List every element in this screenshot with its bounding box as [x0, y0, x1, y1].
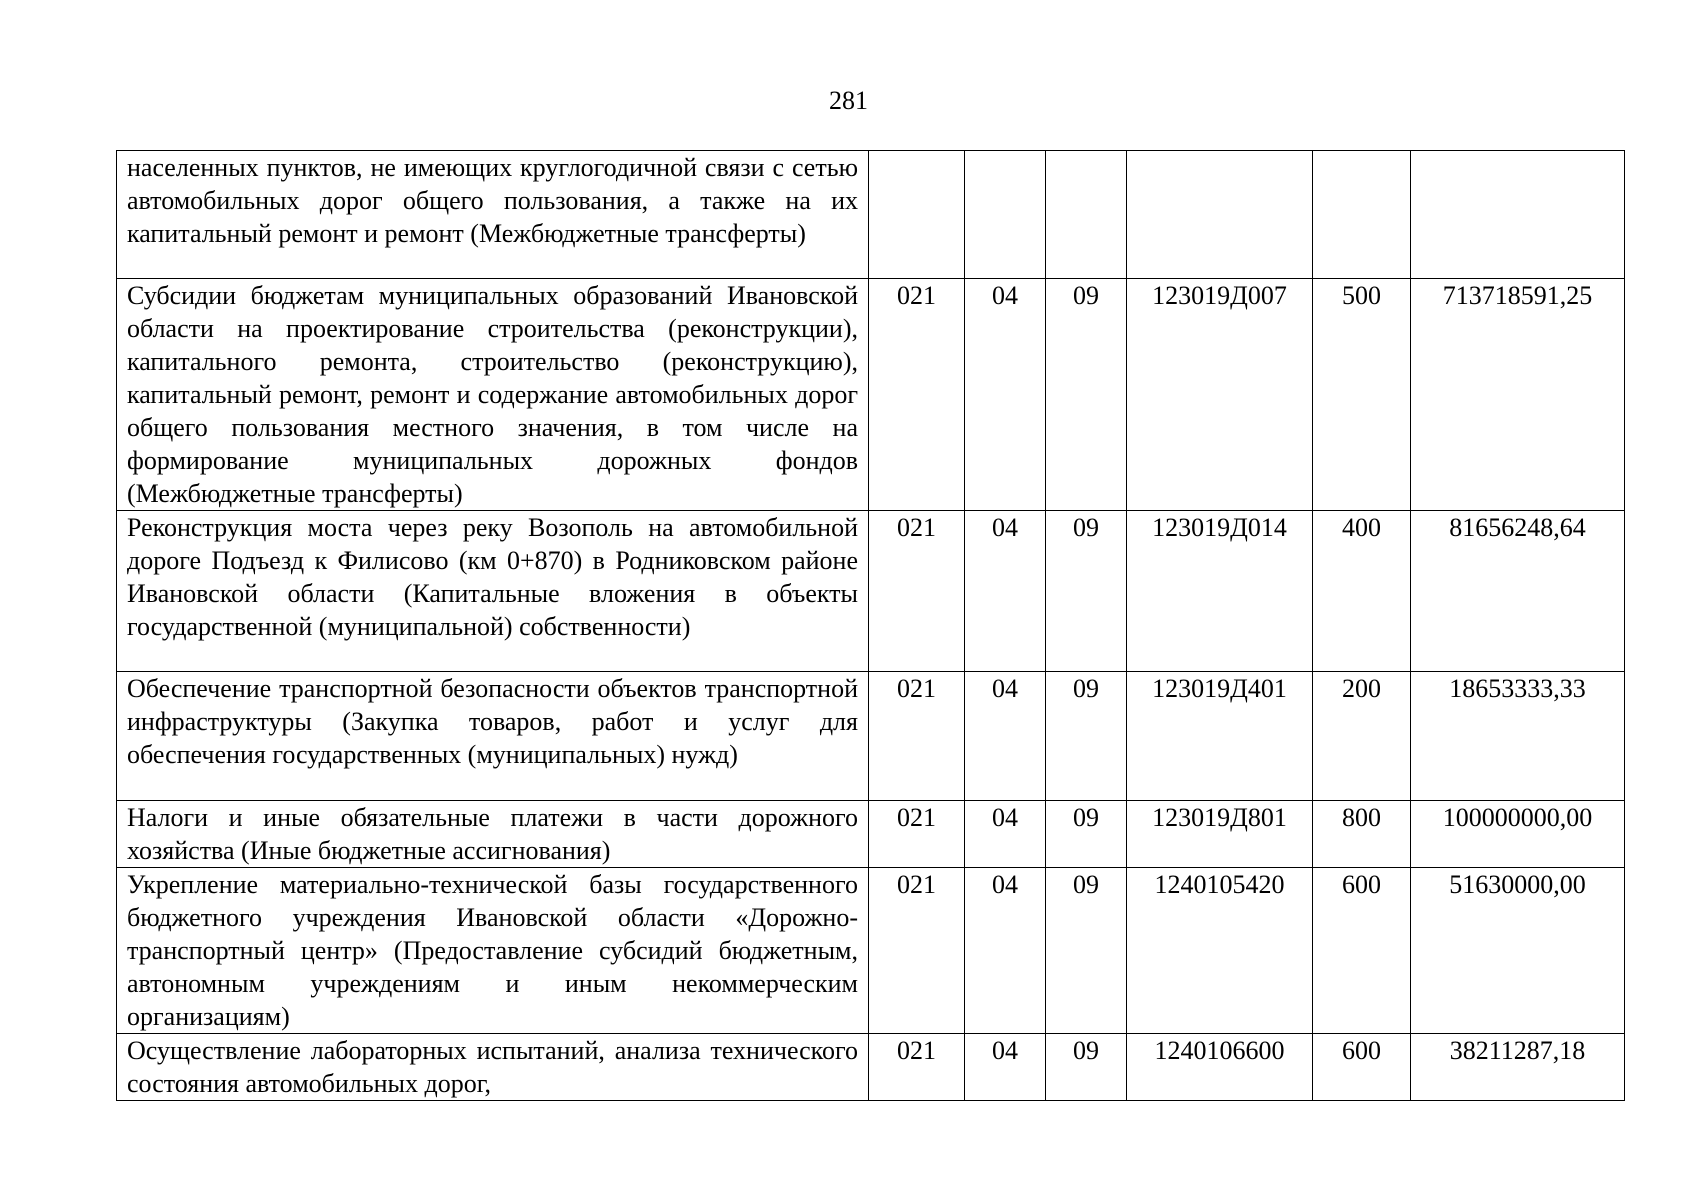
- row-section-code: 04: [965, 1034, 1046, 1101]
- row-section-code: 04: [965, 279, 1046, 511]
- row-expense-type-code: 500: [1313, 279, 1411, 511]
- row-target-article-code: 123019Д801: [1127, 801, 1313, 868]
- row-subsection-code: 09: [1046, 672, 1127, 801]
- table-row: [117, 1034, 1625, 1101]
- row-sum: 18653333,33: [1411, 672, 1625, 801]
- table-row: [117, 151, 1625, 279]
- page-number: 281: [829, 86, 868, 115]
- row-sum: 713718591,25: [1411, 279, 1625, 511]
- table-row: [117, 672, 1625, 801]
- table-row: [117, 279, 1625, 511]
- row-target-article-code: 1240106600: [1127, 1034, 1313, 1101]
- table-row: [117, 801, 1625, 868]
- row-subsection-code: [1046, 151, 1127, 279]
- row-ved-code: 021: [869, 1034, 965, 1101]
- row-sum: 38211287,18: [1411, 1034, 1625, 1101]
- row-subsection-code: 09: [1046, 1034, 1127, 1101]
- row-section-code: 04: [965, 672, 1046, 801]
- row-description: Реконструкция моста через реку Возополь на автомобильной дороге Подъезд к Филисово (км 0+870) в Родниковском районе Ивановской области (Капитальные вложения в объекты государственной (муниципальной) собственности): [117, 511, 869, 672]
- budget-table: [116, 150, 1625, 1101]
- row-subsection-code: 09: [1046, 511, 1127, 672]
- row-sum: 81656248,64: [1411, 511, 1625, 672]
- table-row: [117, 511, 1625, 672]
- row-expense-type-code: 600: [1313, 868, 1411, 1034]
- row-section-code: 04: [965, 511, 1046, 672]
- row-expense-type-code: 200: [1313, 672, 1411, 801]
- row-sum: 100000000,00: [1411, 801, 1625, 868]
- row-subsection-code: 09: [1046, 868, 1127, 1034]
- row-target-article-code: 123019Д007: [1127, 279, 1313, 511]
- row-description: Укрепление материально-технической базы государственного бюджетного учреждения Ивановской области «Дорожно-транспортный центр» (Предоставление субсидий бюджетным, автономным учреждениям и иным некоммерческим организациям): [117, 868, 869, 1034]
- row-expense-type-code: [1313, 151, 1411, 279]
- row-description: Субсидии бюджетам муниципальных образований Ивановской области на проектирование строительства (реконструкции), капитального ремонта, строительство (реконструкцию), капитальный ремонт, ремонт и содержание автомобильных дорог общего пользования местного значения, в том числе на формирование муниципальных дорожных фондов (Межбюджетные трансферты): [117, 279, 869, 511]
- row-subsection-code: 09: [1046, 801, 1127, 868]
- row-section-code: [965, 151, 1046, 279]
- row-description: Обеспечение транспортной безопасности объектов транспортной инфраструктуры (Закупка товаров, работ и услуг для обеспечения государственных (муниципальных) нужд): [117, 672, 869, 801]
- row-ved-code: 021: [869, 801, 965, 868]
- row-ved-code: 021: [869, 868, 965, 1034]
- row-expense-type-code: 800: [1313, 801, 1411, 868]
- row-section-code: 04: [965, 868, 1046, 1034]
- row-ved-code: 021: [869, 279, 965, 511]
- row-description: населенных пунктов, не имеющих круглогодичной связи с сетью автомобильных дорог общего пользования, а также на их капитальный ремонт и ремонт (Межбюджетные трансферты): [117, 151, 869, 279]
- row-sum: 51630000,00: [1411, 868, 1625, 1034]
- row-description: Налоги и иные обязательные платежи в части дорожного хозяйства (Иные бюджетные ассигнования): [117, 801, 869, 868]
- row-ved-code: [869, 151, 965, 279]
- row-sum: [1411, 151, 1625, 279]
- row-ved-code: 021: [869, 511, 965, 672]
- row-target-article-code: 123019Д014: [1127, 511, 1313, 672]
- row-section-code: 04: [965, 801, 1046, 868]
- row-expense-type-code: 400: [1313, 511, 1411, 672]
- row-description: Осуществление лабораторных испытаний, анализа технического состояния автомобильных дорог,: [117, 1034, 869, 1101]
- row-subsection-code: 09: [1046, 279, 1127, 511]
- table-row: [117, 868, 1625, 1034]
- row-target-article-code: [1127, 151, 1313, 279]
- row-target-article-code: 1240105420: [1127, 868, 1313, 1034]
- row-expense-type-code: 600: [1313, 1034, 1411, 1101]
- row-ved-code: 021: [869, 672, 965, 801]
- row-target-article-code: 123019Д401: [1127, 672, 1313, 801]
